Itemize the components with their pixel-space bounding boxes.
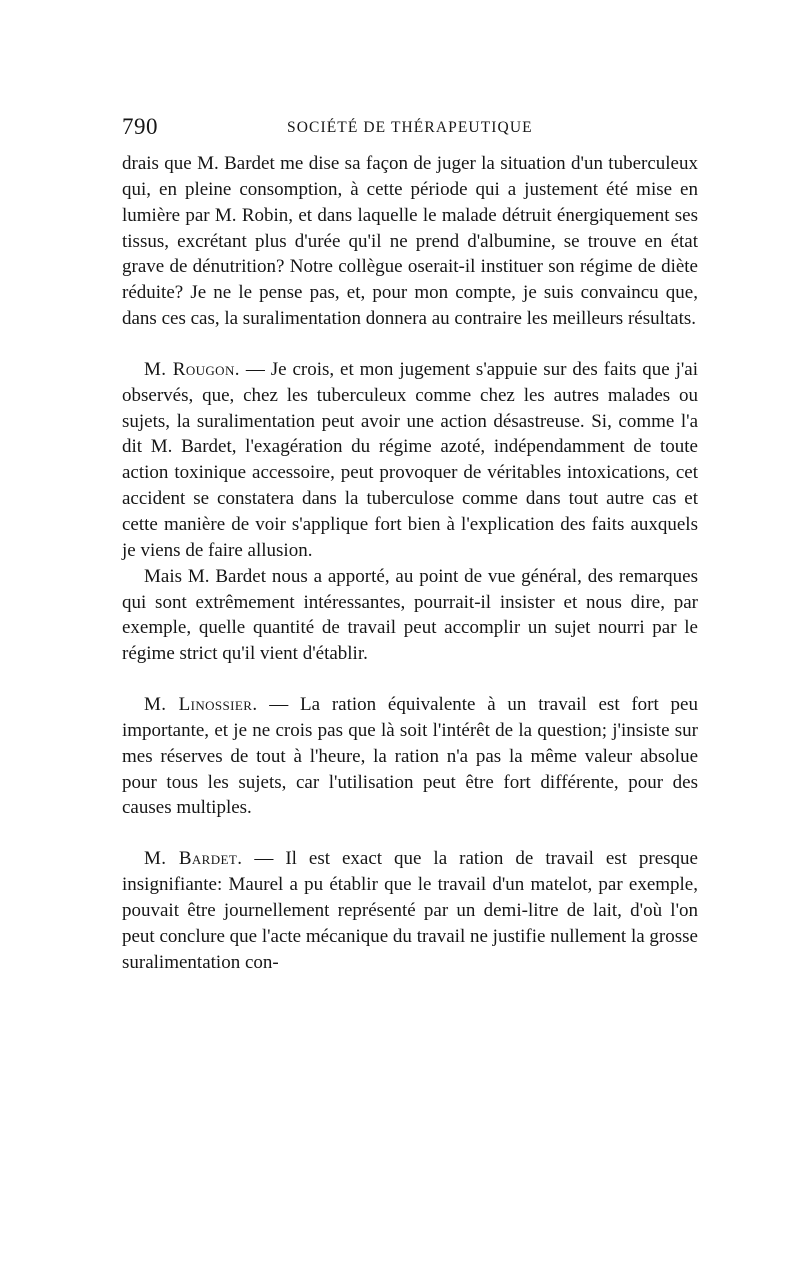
speaker-name: M. Rougon. — [144, 358, 240, 380]
paragraph-text: Mais M. Bardet nous a apporté, au point de vue général, des remarques qui sont extrêmement intéressantes, pourrait-il insister et nous dire, par exemple, quelle quantité de travail peut accomplir un sujet nourri par le régime strict qu'il vient d'établir. — [122, 565, 698, 665]
paragraph-text: drais que M. Bardet me dise sa façon de juger la situation d'un tuberculeux qui, en pleine consomption, à cette période qui a justement été mise en lumière par M. Robin, et dans laquelle le malade détruit énergiquement ses tissus, excrétant plus d'urée qu'il ne prend d'albumine, se trouve en état grave de dénutrition? Notre collègue oserait-il instituer son régime de diète réduite? Je ne le pense pas, et, pour mon compte, je suis convaincu que, dans ces cas, la suralimentation donnera au contraire les meilleurs résultats. — [122, 153, 698, 330]
paragraph-text: — Je crois, et mon jugement s'appuie sur des faits que j'ai observés, que, chez les tuberculeux comme chez les autres malades ou sujets, la suralimentation peut avoir une action désastreuse. Si, comme l'a dit M. Bardet, l'exagération du régime azoté, indépendamment de toute action toxinique accessoire, peut provoquer de véritables intoxications, cet accident se constatera dans la tuberculose comme dans tout autre cas et cette manière de voir s'applique fort bien à l'explication des faits auxquels je viens de faire allusion. — [122, 358, 698, 561]
running-head: SOCIÉTÉ DE THÉRAPEUTIQUE — [287, 119, 533, 136]
page-header — [122, 112, 690, 142]
paragraph-bardet — [122, 846, 698, 975]
speaker-name: M. Bardet. — [144, 848, 243, 870]
paragraph-rougon-question — [122, 564, 698, 667]
paragraph-text: — Il est exact que la ration de travail est presque insignifiante: Maurel a pu établir que le travail d'un matelot, par exemple, pouvait être journellement représenté par un demi-litre de lait, d'où l'on peut conclure que l'acte mécanique du travail ne justifie nullement la grosse suralimentation con- — [122, 848, 698, 973]
paragraph-rougon — [122, 357, 698, 564]
paragraph-continuation — [122, 151, 698, 332]
page-number: 790 — [122, 114, 158, 139]
paragraph-text: — La ration équivalente à un travail est fort peu importante, et je ne crois pas que là soit l'intérêt de la question; j'insiste sur mes réserves de tout à l'heure, la ration n'a pas la même valeur absolue pour tous les sujets, car l'utilisation peut être fort différente, pour des causes multiples. — [122, 694, 698, 819]
paragraph-linossier — [122, 692, 698, 821]
body-text — [122, 151, 698, 975]
speaker-name: M. Linossier. — [144, 694, 258, 716]
